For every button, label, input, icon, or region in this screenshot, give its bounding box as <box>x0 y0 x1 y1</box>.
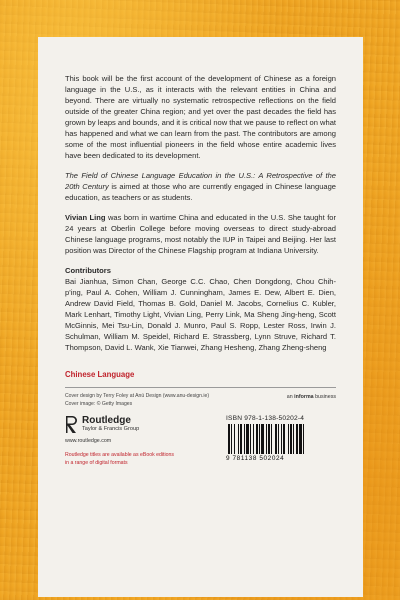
audience-text: is aimed at those who are currently engaged in Chinese language education, as teachers or as students. <box>65 182 336 202</box>
subject-category: Chinese Language <box>65 370 135 379</box>
cover-image-credit: Cover image: © Getty Images <box>65 400 133 407</box>
description-paragraph: This book will be the first account of the development of Chinese as a foreign language in the U.S., as it interacts with the relevant entities in China and beyond. There are virtually no systematic retrospective reflections on the field outside of the greater China region; and yet over the past decades the field has grown by leaps and bounds, and it is critical now that we pause to reflect on what has happened and what we can learn from the past. The contributors are among some of the most influential pioneers in the field whose entire academic lives have been dedicated to its development. <box>65 74 336 160</box>
publisher-name: Routledge <box>82 415 131 426</box>
contributors-heading: Contributors <box>65 266 111 275</box>
author-bio-paragraph <box>65 212 336 256</box>
cover-design-credit: Cover design by Terry Foley at Anú Design (www.anu-design.ie) <box>65 393 210 399</box>
publisher-website: www.routledge.com <box>65 438 112 444</box>
routledge-r-icon <box>65 415 78 434</box>
informa-brand: informa <box>294 394 314 400</box>
audience-paragraph <box>65 170 336 203</box>
bottom-row <box>65 415 336 467</box>
isbn-block <box>226 415 336 467</box>
informa-business-tag <box>287 393 336 408</box>
book-title: The Field of Chinese Language Education in the U.S.: A Retrospective of the 20th Century <box>65 171 336 191</box>
informa-suffix: business <box>313 394 336 400</box>
publisher-group: Taylor & Francis Group <box>82 426 140 432</box>
author-name: Vivian Ling <box>65 213 106 222</box>
isbn-label: ISBN 978-1-138-50202-4 <box>226 415 305 422</box>
credits-row <box>65 393 336 408</box>
barcode <box>226 424 336 454</box>
author-bio-text: was born in wartime China and educated in the U.S. She taught for 24 years at Oberlin College before moving overseas to direct study-abroad Chinese language programs, most notably the IUP in Taipei and Beijing. Her last position was Director of the Chinese Flagship program at Indiana University. <box>65 213 337 255</box>
ebook-note <box>65 452 174 467</box>
barcode-digits: 9 781138 502024 <box>226 455 285 462</box>
publisher-block <box>65 415 174 467</box>
cover-credits <box>65 393 209 408</box>
ebook-note-line-2: in a range of digital formats <box>65 459 128 466</box>
divider <box>65 387 336 388</box>
back-cover-panel <box>38 37 363 597</box>
contributors-list: Bai Jianhua, Simon Chan, George C.C. Chao, Chen Dongdong, Chou Chih-p'ing, Paul A. Cohen, William J. Cunningham, James E. Dew, Albert E. Dien, Andrew David Field, Thomas B. Gold, Daniel M. Jacobs, Cornelius C. Kubler, Mark Lenhart, Timothy Light, Vivian Ling, Perry Link, Ma Sheng Jing-heng, Scott McGinnis, Mei Tsu-Lin, Donald J. Munro, Paul S. Ropp, Lester Ross, Irwin J. Schulman, William M. Speidel, Richard E. Strassberg, Lynn Struve, Richard T. Thompson, David L. Wank, Xie Tianwei, Zhang Hesheng, Zhang Zheng-sheng <box>65 277 336 352</box>
informa-prefix: an <box>286 394 295 400</box>
routledge-logo <box>65 415 174 434</box>
ebook-note-line-1: Routledge titles are available as eBook editions <box>65 452 175 458</box>
routledge-wordmark <box>82 416 139 433</box>
